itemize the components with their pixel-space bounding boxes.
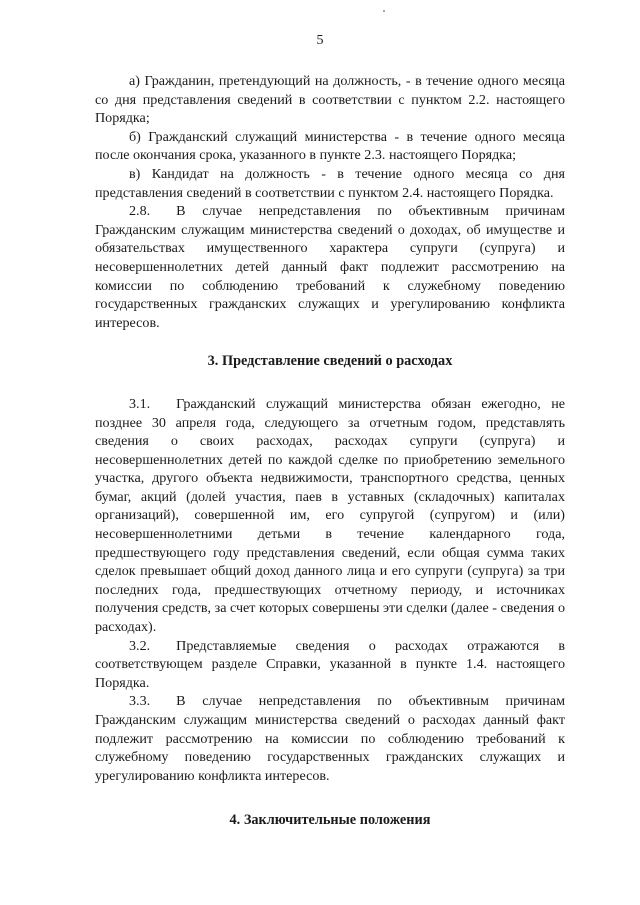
section-heading-4: 4. Заключительные положения	[229, 812, 431, 829]
clause-text: Представляемые сведения о расходах отражаются в соответствующем разделе Справки, указанной в пункте 1.4. настоящего Порядка.	[95, 637, 565, 691]
clause-3-3	[95, 692, 565, 785]
clause-number: 3.3.	[129, 693, 151, 710]
clause-text: В случае непредставления по объективным причинам Гражданским служащим министерства сведений о доходах, об имуществе и обязательствах имущественного характера супруги (супруга) и несовершеннолетних детей данный факт подлежит рассмотрению на комиссии по соблюдению требований к служебному поведению государственных гражданских служащих и урегулированию конфликта интересов.	[95, 203, 565, 331]
clause-3-2	[95, 637, 565, 693]
list-item-b: б) Гражданский служащий министерства - в течение одного месяца после окончания срока, указанного в пункте 2.3. настоящего Порядка;	[95, 128, 565, 164]
list-item-v: в) Кандидат на должность - в течение одного месяца со дня представления сведений в соответствии с пунктом 2.4. настоящего Порядка.	[95, 165, 565, 201]
clause-number: 2.8.	[129, 203, 151, 220]
section-heading-3: 3. Представление сведений о расходах	[207, 353, 453, 370]
list-item-a: а) Гражданин, претендующий на должность, - в течение одного месяца со дня представления сведений в соответствии с пунктом 2.2. настоящего Порядка;	[95, 73, 565, 127]
clause-text: В случае непредставления по объективным причинам Гражданским служащим министерства сведений о расходах данный факт подлежит рассмотрению на комиссии по соблюдению требований к служебному поведению государственных гражданских служащих и урегулированию конфликта интересов.	[95, 693, 565, 784]
clause-2-8	[95, 202, 565, 332]
document-body	[95, 72, 565, 830]
clause-number: 3.1.	[129, 395, 151, 412]
clause-text: Гражданский служащий министерства обязан ежегодно, не позднее 30 апреля года, следующего за отчетным годом, представлять сведения о своих расходах, расходах супруги (супруга) и несовершеннолетних детей по каждой сделке по приобретению земельного участка, другого объекта недвижимости, транспортного средства, ценных бумаг, акций (долей участия, паев в уставных (складочных) капиталах организаций), совершенной им, его супругой (супругом) и (или) несовершеннолетними детьми в течение календарного года, предшествующего году представления сведений, если общая сумма таких сделок превышает общий доход данного лица и его супруги (супруга) за три последних года, предшествующих отчетному периоду, и источниках получения средств, за счет которых совершены эти сделки (далее - сведения о расходах).	[95, 395, 565, 636]
clause-3-1	[95, 395, 565, 637]
scan-artifact	[383, 10, 385, 12]
page-number: 5	[316, 33, 324, 48]
clause-number: 3.2.	[129, 637, 151, 654]
